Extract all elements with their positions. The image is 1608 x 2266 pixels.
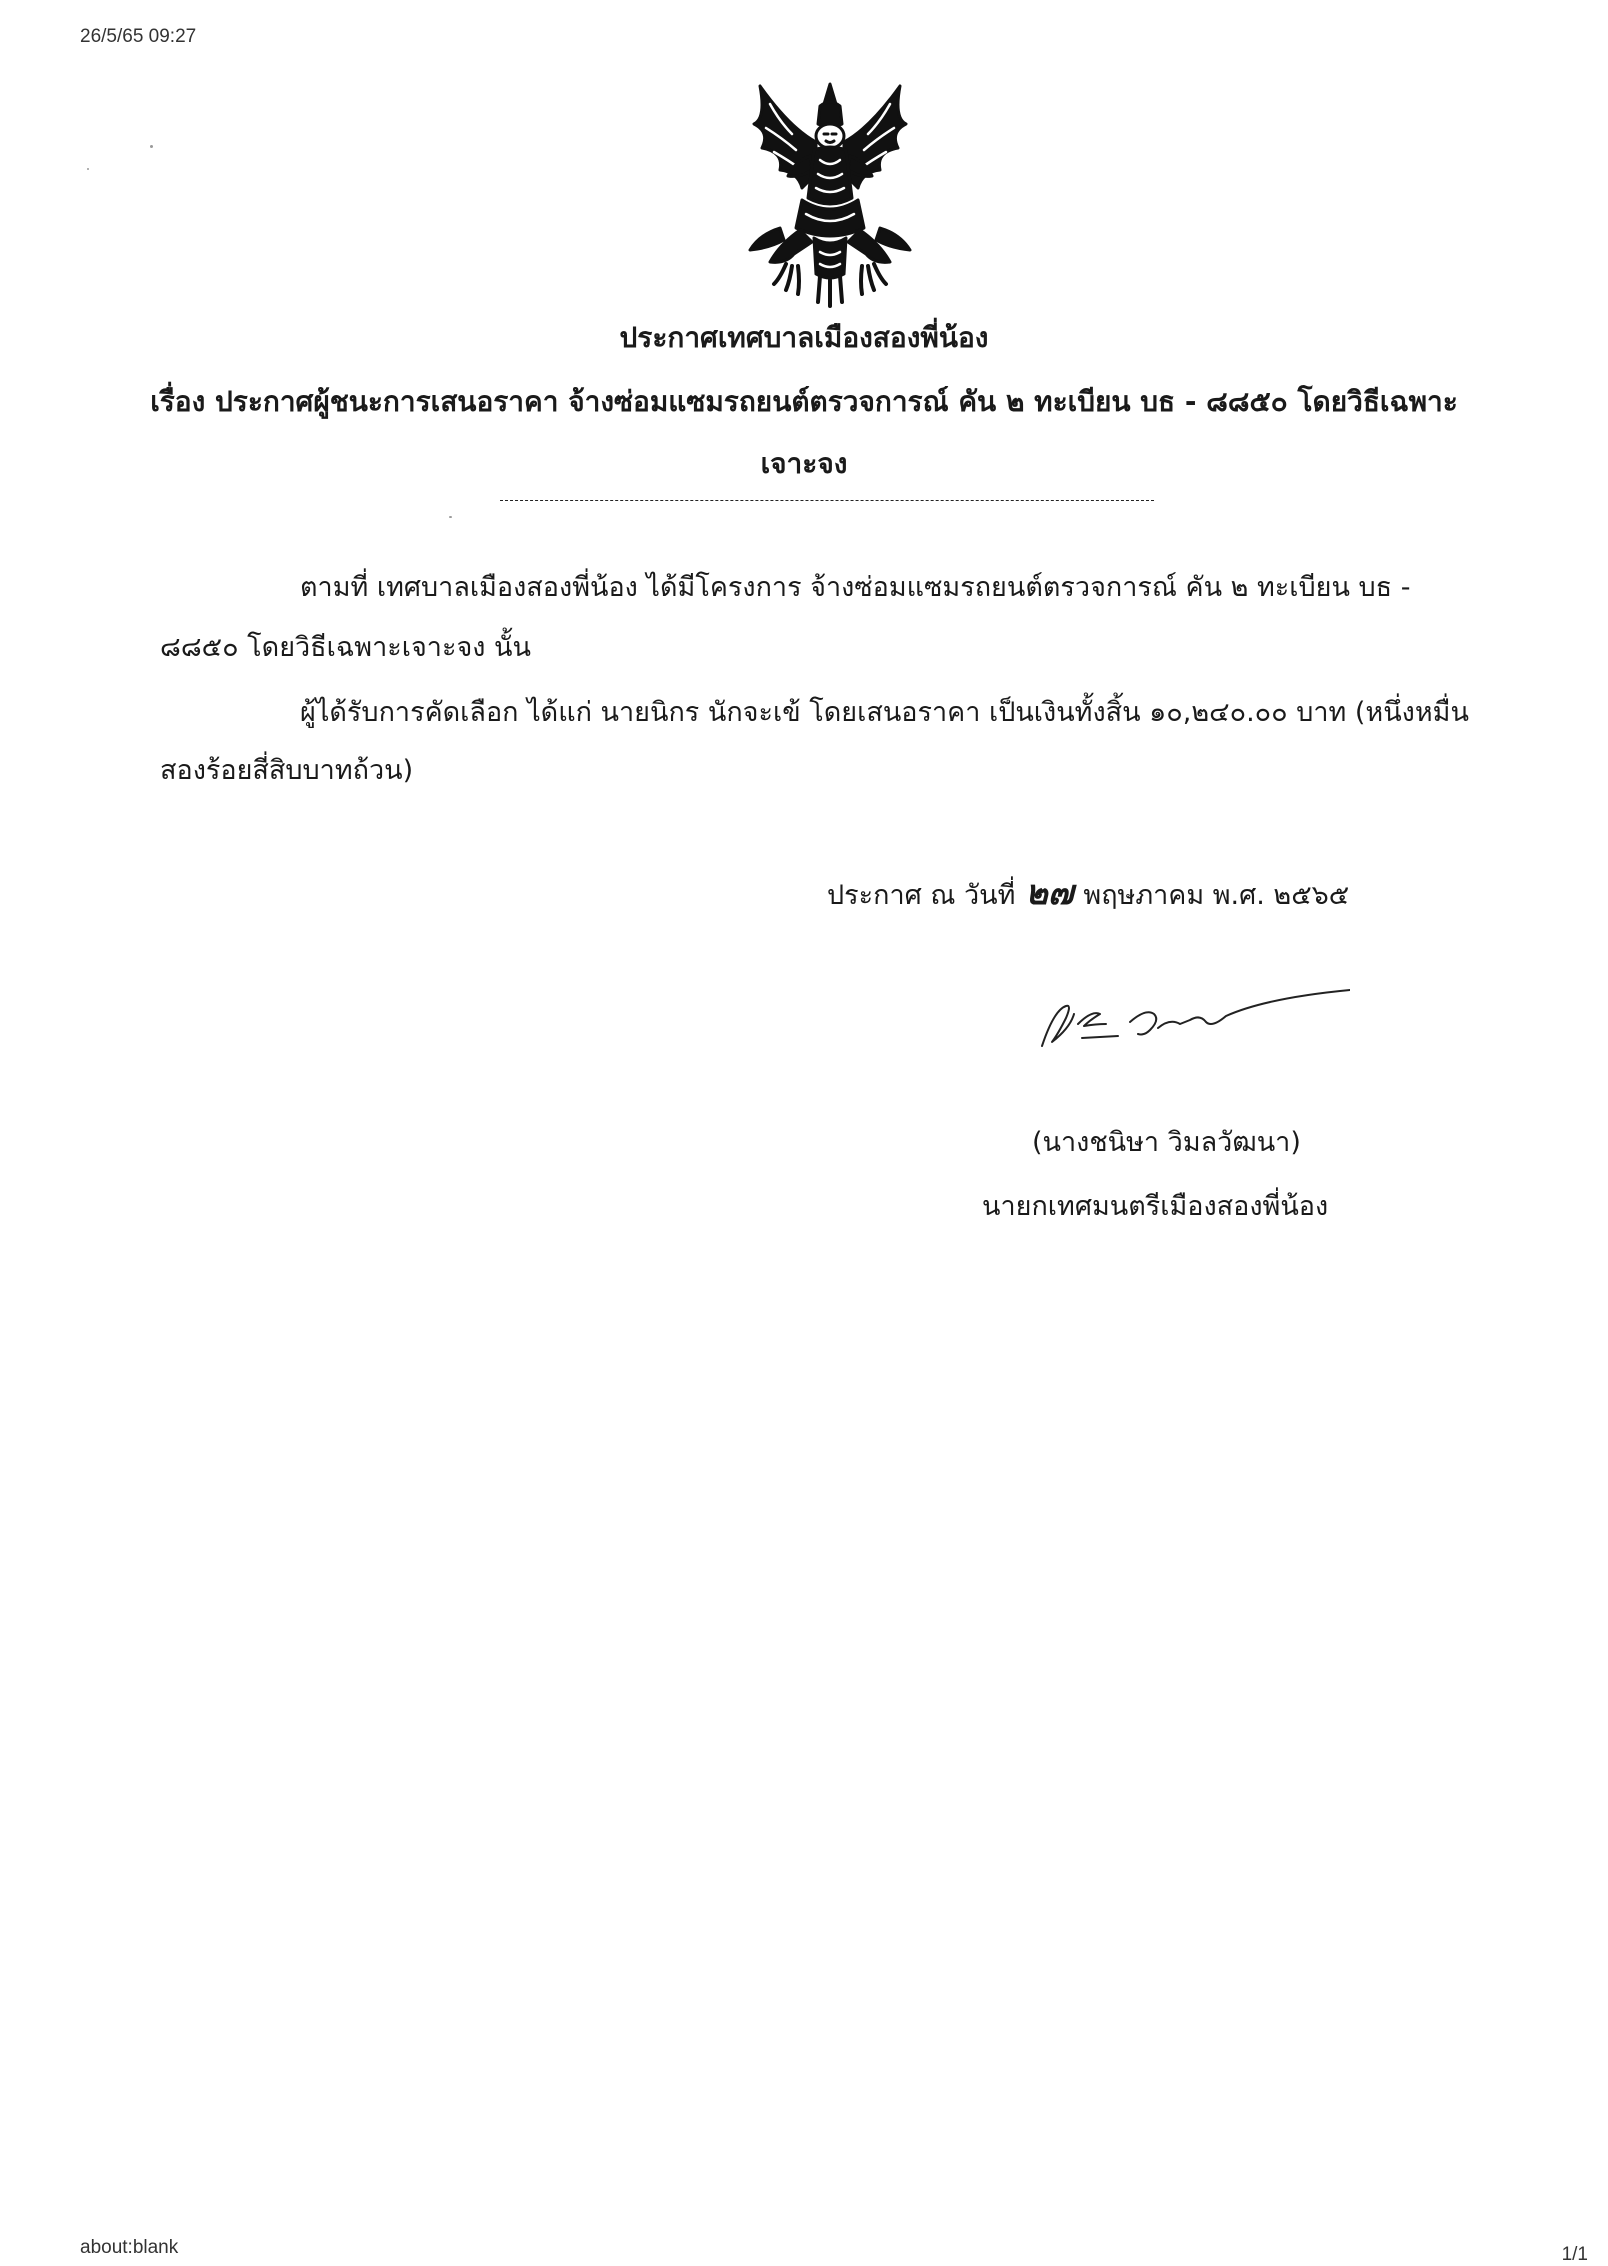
- paragraph1-line2: ๘๘๕๐ โดยวิธีเฉพาะเจาะจง นั้น: [160, 632, 531, 663]
- announcement-date-prefix: ประกาศ ณ วันที่: [827, 880, 1016, 911]
- signer-name: (นางชนิษา วิมลวัฒนา): [1032, 1127, 1301, 1158]
- scan-speck: [449, 516, 452, 518]
- announcement-date-suffix: พฤษภาคม พ.ศ. ๒๕๖๕: [1083, 880, 1350, 911]
- print-footer-url: about:blank: [80, 2237, 179, 2258]
- announcement-subject-line2: เจาะจง: [760, 447, 848, 480]
- announcement-day-handwritten: ๒๗: [1025, 873, 1074, 913]
- print-page-number: 1/1: [1561, 2244, 1588, 2265]
- handwritten-signature: [1030, 980, 1350, 1060]
- announcement-date: [827, 865, 1349, 919]
- paragraph2-line1: ผู้ได้รับการคัดเลือก ได้แก่ นายนิกร นักจะเข้ โดยเสนอราคา เป็นเงินทั้งสิ้น ๑๐,๒๔๐.๐๐ บาท (หนึ่งหมื่น: [300, 697, 1469, 728]
- paragraph1-line1: ตามที่ เทศบาลเมืองสองพี่น้อง ได้มีโครงการ จ้างซ่อมแซมรถยนต์ตรวจการณ์ คัน ๒ ทะเบียน บธ -: [300, 572, 1411, 603]
- announcement-title: ประกาศเทศบาลเมืองสองพี่น้อง: [619, 321, 989, 354]
- paragraph2-line2: สองร้อยสี่สิบบาทถ้วน): [160, 755, 414, 786]
- signer-position: นายกเทศมนตรีเมืองสองพี่น้อง: [982, 1191, 1329, 1222]
- scan-speck: [150, 145, 153, 148]
- garuda-emblem-icon: [740, 78, 920, 310]
- print-timestamp: 26/5/65 09:27: [80, 26, 197, 47]
- announcement-subject-line1: เรื่อง ประกาศผู้ชนะการเสนอราคา จ้างซ่อมแซมรถยนต์ตรวจการณ์ คัน ๒ ทะเบียน บธ - ๘๘๕๐ โดยวิธีเฉพาะ: [150, 385, 1458, 418]
- scan-speck: [87, 168, 89, 170]
- separator-line: [500, 500, 1154, 501]
